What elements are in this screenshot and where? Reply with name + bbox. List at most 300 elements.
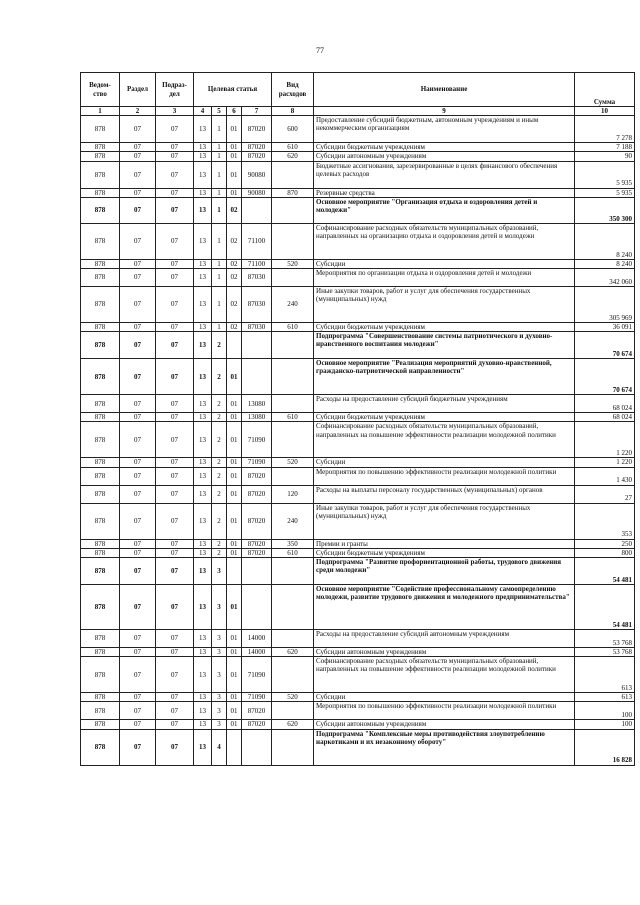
code-direction: 71090 — [242, 458, 272, 467]
code-vedomstvo: 878 — [81, 413, 120, 422]
item-sum: 7 278 — [575, 116, 635, 143]
code-vedomstvo: 878 — [81, 152, 120, 161]
item-sum: 36 091 — [575, 323, 635, 332]
code-event: 01 — [227, 395, 242, 413]
item-sum: 68 024 — [575, 395, 635, 413]
code-subprogram: 1 — [212, 116, 227, 143]
code-podrazdel: 07 — [156, 702, 194, 720]
code-podrazdel: 07 — [156, 223, 194, 259]
code-vedomstvo: 878 — [81, 332, 120, 359]
item-name: Расходы на предоставление субсидий автономным учреждениям — [314, 630, 575, 648]
table-row — [81, 702, 635, 720]
code-vedomstvo: 878 — [81, 188, 120, 197]
code-event: 01 — [227, 548, 242, 557]
code-subprogram: 1 — [212, 269, 227, 287]
code-subprogram: 2 — [212, 413, 227, 422]
code-event: 02 — [227, 323, 242, 332]
code-direction: 87020 — [242, 503, 272, 539]
code-direction — [242, 197, 272, 223]
code-program: 13 — [194, 287, 212, 323]
table-row — [81, 630, 635, 648]
code-vid-rashodov: 520 — [272, 259, 314, 268]
code-event: 01 — [227, 648, 242, 657]
header-podrazdel: Подраз-дел — [156, 73, 194, 107]
table-row — [81, 693, 635, 702]
code-podrazdel: 07 — [156, 116, 194, 143]
item-sum: 1 430 — [575, 467, 635, 485]
code-razdel: 07 — [120, 395, 156, 413]
code-vedomstvo: 878 — [81, 116, 120, 143]
code-razdel: 07 — [120, 223, 156, 259]
table-row — [81, 116, 635, 143]
code-subprogram: 2 — [212, 485, 227, 503]
code-subprogram: 3 — [212, 693, 227, 702]
code-podrazdel: 07 — [156, 729, 194, 765]
item-name: Подпрограмма "Комплексные меры противодействия злоупотреблению наркотиками и их незаконному обороту" — [314, 729, 575, 765]
code-subprogram: 1 — [212, 143, 227, 152]
code-razdel: 07 — [120, 197, 156, 223]
column-index: 9 — [314, 107, 575, 116]
table-row — [81, 585, 635, 630]
code-podrazdel: 07 — [156, 648, 194, 657]
code-vid-rashodov — [272, 585, 314, 630]
code-event — [227, 332, 242, 359]
code-podrazdel: 07 — [156, 152, 194, 161]
code-event: 01 — [227, 359, 242, 395]
column-index-row — [81, 107, 635, 116]
code-vedomstvo: 878 — [81, 467, 120, 485]
code-subprogram: 3 — [212, 657, 227, 693]
code-vid-rashodov: 610 — [272, 323, 314, 332]
item-name: Иные закупки товаров, работ и услуг для обеспечения государственных (муниципальных) нужд — [314, 503, 575, 539]
code-podrazdel: 07 — [156, 413, 194, 422]
code-vedomstvo: 878 — [81, 422, 120, 458]
header-summa: Сумма — [575, 73, 635, 107]
code-direction: 87020 — [242, 116, 272, 143]
item-sum: 353 — [575, 503, 635, 539]
code-podrazdel: 07 — [156, 422, 194, 458]
item-name: Субсидии — [314, 693, 575, 702]
code-program: 13 — [194, 702, 212, 720]
code-direction: 71090 — [242, 422, 272, 458]
code-podrazdel: 07 — [156, 558, 194, 585]
code-razdel: 07 — [120, 359, 156, 395]
table-body — [81, 116, 635, 765]
item-sum: 250 — [575, 539, 635, 548]
item-sum: 613 — [575, 657, 635, 693]
item-sum: 70 674 — [575, 359, 635, 395]
code-razdel: 07 — [120, 413, 156, 422]
code-razdel: 07 — [120, 720, 156, 729]
table-row — [81, 332, 635, 359]
code-subprogram: 1 — [212, 323, 227, 332]
code-vid-rashodov — [272, 422, 314, 458]
code-vid-rashodov: 620 — [272, 720, 314, 729]
code-podrazdel: 07 — [156, 693, 194, 702]
item-sum: 70 674 — [575, 332, 635, 359]
code-vid-rashodov — [272, 395, 314, 413]
code-vid-rashodov: 120 — [272, 485, 314, 503]
code-razdel: 07 — [120, 648, 156, 657]
code-program: 13 — [194, 467, 212, 485]
item-name: Субсидии бюджетным учреждениям — [314, 548, 575, 557]
code-vedomstvo: 878 — [81, 269, 120, 287]
code-subprogram: 1 — [212, 161, 227, 188]
code-razdel: 07 — [120, 116, 156, 143]
code-razdel: 07 — [120, 729, 156, 765]
table-row — [81, 720, 635, 729]
table-row — [81, 467, 635, 485]
code-subprogram: 1 — [212, 223, 227, 259]
code-direction: 14000 — [242, 630, 272, 648]
item-name: Подпрограмма "Развитие профориентационной работы, трудового движения среди молодежи" — [314, 558, 575, 585]
code-program: 13 — [194, 422, 212, 458]
table-row — [81, 359, 635, 395]
code-podrazdel: 07 — [156, 503, 194, 539]
item-sum: 53 768 — [575, 630, 635, 648]
code-podrazdel: 07 — [156, 287, 194, 323]
code-direction: 71100 — [242, 259, 272, 268]
column-index: 6 — [227, 107, 242, 116]
code-program: 13 — [194, 259, 212, 268]
code-event: 01 — [227, 152, 242, 161]
code-subprogram: 2 — [212, 422, 227, 458]
code-vedomstvo: 878 — [81, 359, 120, 395]
table-row — [81, 287, 635, 323]
code-program: 13 — [194, 693, 212, 702]
code-razdel: 07 — [120, 188, 156, 197]
item-sum: 305 969 — [575, 287, 635, 323]
code-razdel: 07 — [120, 558, 156, 585]
item-name: Основное мероприятие "Реализация мероприятий духовно-нравственной, гражданско-патриотической направленности" — [314, 359, 575, 395]
code-razdel: 07 — [120, 503, 156, 539]
code-direction: 71090 — [242, 693, 272, 702]
item-name: Субсидии бюджетным учреждениям — [314, 323, 575, 332]
code-podrazdel: 07 — [156, 188, 194, 197]
code-podrazdel: 07 — [156, 585, 194, 630]
item-name: Основное мероприятие "Содействие профессиональному самоопределению молодежи, развитие трудового движения и молодежного предпринимательства" — [314, 585, 575, 630]
code-program: 13 — [194, 729, 212, 765]
item-name: Субсидии бюджетным учреждениям — [314, 143, 575, 152]
code-podrazdel: 07 — [156, 485, 194, 503]
table-row — [81, 188, 635, 197]
code-event: 01 — [227, 702, 242, 720]
code-vid-rashodov — [272, 729, 314, 765]
code-razdel: 07 — [120, 287, 156, 323]
item-name: Премии и гранты — [314, 539, 575, 548]
code-program: 13 — [194, 558, 212, 585]
code-razdel: 07 — [120, 323, 156, 332]
code-vid-rashodov: 350 — [272, 539, 314, 548]
item-name: Мероприятия по организации отдыха и оздоровления детей и молодежи — [314, 269, 575, 287]
code-program: 13 — [194, 503, 212, 539]
column-index: 2 — [120, 107, 156, 116]
item-sum: 342 060 — [575, 269, 635, 287]
code-direction — [242, 359, 272, 395]
code-vedomstvo: 878 — [81, 197, 120, 223]
code-podrazdel: 07 — [156, 548, 194, 557]
code-podrazdel: 07 — [156, 143, 194, 152]
item-name: Субсидии бюджетным учреждениям — [314, 413, 575, 422]
code-vid-rashodov — [272, 630, 314, 648]
item-name: Субсидии автономным учреждениям — [314, 720, 575, 729]
code-subprogram: 1 — [212, 188, 227, 197]
code-vid-rashodov: 520 — [272, 458, 314, 467]
code-podrazdel: 07 — [156, 630, 194, 648]
header-naimenovanie: Наименование — [314, 73, 575, 107]
code-razdel: 07 — [120, 657, 156, 693]
code-program: 13 — [194, 143, 212, 152]
code-event: 02 — [227, 223, 242, 259]
code-vedomstvo: 878 — [81, 395, 120, 413]
code-vid-rashodov — [272, 657, 314, 693]
code-direction: 14000 — [242, 648, 272, 657]
code-razdel: 07 — [120, 485, 156, 503]
code-program: 13 — [194, 269, 212, 287]
column-index: 5 — [212, 107, 227, 116]
code-vedomstvo: 878 — [81, 657, 120, 693]
code-direction: 87020 — [242, 485, 272, 503]
table-header-row — [81, 73, 635, 107]
item-sum: 16 828 — [575, 729, 635, 765]
code-program: 13 — [194, 359, 212, 395]
code-vid-rashodov: 620 — [272, 648, 314, 657]
code-direction: 87030 — [242, 287, 272, 323]
code-program: 13 — [194, 657, 212, 693]
table-row — [81, 197, 635, 223]
code-program: 13 — [194, 539, 212, 548]
item-sum: 68 024 — [575, 413, 635, 422]
code-program: 13 — [194, 413, 212, 422]
code-razdel: 07 — [120, 269, 156, 287]
item-sum: 53 768 — [575, 648, 635, 657]
item-sum: 27 — [575, 485, 635, 503]
table-row — [81, 223, 635, 259]
code-event: 01 — [227, 485, 242, 503]
table-row — [81, 323, 635, 332]
table-row — [81, 395, 635, 413]
header-celevaya-statya: Целевая статья — [194, 73, 272, 107]
code-vedomstvo: 878 — [81, 648, 120, 657]
code-subprogram: 2 — [212, 332, 227, 359]
code-direction: 13080 — [242, 395, 272, 413]
code-vedomstvo: 878 — [81, 323, 120, 332]
item-sum: 350 300 — [575, 197, 635, 223]
code-podrazdel: 07 — [156, 458, 194, 467]
code-vid-rashodov — [272, 558, 314, 585]
code-vedomstvo: 878 — [81, 630, 120, 648]
code-direction: 87020 — [242, 539, 272, 548]
code-razdel: 07 — [120, 152, 156, 161]
code-razdel: 07 — [120, 332, 156, 359]
code-subprogram: 3 — [212, 558, 227, 585]
column-index: 8 — [272, 107, 314, 116]
code-vedomstvo: 878 — [81, 287, 120, 323]
code-direction: 90080 — [242, 188, 272, 197]
code-vid-rashodov — [272, 161, 314, 188]
column-index: 10 — [575, 107, 635, 116]
code-vedomstvo: 878 — [81, 548, 120, 557]
code-subprogram: 1 — [212, 259, 227, 268]
code-vid-rashodov — [272, 702, 314, 720]
code-vid-rashodov — [272, 223, 314, 259]
code-event: 02 — [227, 287, 242, 323]
column-index: 3 — [156, 107, 194, 116]
code-program: 13 — [194, 720, 212, 729]
table-row — [81, 259, 635, 268]
header-vid-rashodov: Вид расходов — [272, 73, 314, 107]
table-row — [81, 539, 635, 548]
code-podrazdel: 07 — [156, 359, 194, 395]
code-podrazdel: 07 — [156, 161, 194, 188]
code-direction: 87020 — [242, 548, 272, 557]
code-event: 01 — [227, 116, 242, 143]
item-name: Софинансирование расходных обязательств муниципальных образований, направленных на организацию отдыха и оздоровления детей и молодежи — [314, 223, 575, 259]
code-direction: 87030 — [242, 269, 272, 287]
table-row — [81, 269, 635, 287]
code-direction: 87020 — [242, 152, 272, 161]
code-program: 13 — [194, 395, 212, 413]
code-program: 13 — [194, 323, 212, 332]
item-name: Предоставление субсидий бюджетным, автономным учреждениям и иным некоммерческим организациям — [314, 116, 575, 143]
code-razdel: 07 — [120, 458, 156, 467]
item-name: Субсидии автономным учреждениям — [314, 648, 575, 657]
code-event: 01 — [227, 630, 242, 648]
code-program: 13 — [194, 458, 212, 467]
item-sum: 613 — [575, 693, 635, 702]
code-subprogram: 3 — [212, 648, 227, 657]
item-name: Мероприятия по повышению эффективности реализации молодежной политики — [314, 467, 575, 485]
item-name: Субсидии — [314, 259, 575, 268]
code-razdel: 07 — [120, 702, 156, 720]
header-vedomstvo: Ведом-ство — [81, 73, 120, 107]
code-vedomstvo: 878 — [81, 485, 120, 503]
code-event: 01 — [227, 467, 242, 485]
table-row — [81, 485, 635, 503]
table-row — [81, 503, 635, 539]
code-direction: 87030 — [242, 323, 272, 332]
table-row — [81, 548, 635, 557]
code-vedomstvo: 878 — [81, 259, 120, 268]
code-vid-rashodov: 620 — [272, 152, 314, 161]
code-razdel: 07 — [120, 422, 156, 458]
item-sum: 800 — [575, 548, 635, 557]
table-row — [81, 152, 635, 161]
code-event: 01 — [227, 657, 242, 693]
item-name: Бюджетные ассигнования, зарезервированные в целях финансового обеспечения целевых расходов — [314, 161, 575, 188]
item-sum: 100 — [575, 702, 635, 720]
code-direction: 87020 — [242, 467, 272, 485]
budget-table — [80, 72, 635, 766]
code-event: 02 — [227, 259, 242, 268]
code-subprogram: 3 — [212, 585, 227, 630]
item-name: Основное мероприятие "Организация отдыха и оздоровления детей и молодежи" — [314, 197, 575, 223]
column-index: 1 — [81, 107, 120, 116]
code-vedomstvo: 878 — [81, 720, 120, 729]
code-subprogram: 1 — [212, 287, 227, 323]
code-subprogram: 3 — [212, 702, 227, 720]
item-name: Мероприятия по повышению эффективности реализации молодежной политики — [314, 702, 575, 720]
code-vid-rashodov: 600 — [272, 116, 314, 143]
item-name: Софинансирование расходных обязательств муниципальных образований, направленных на повышение эффективности реализации молодежной политики — [314, 657, 575, 693]
table-row — [81, 161, 635, 188]
code-program: 13 — [194, 116, 212, 143]
code-vedomstvo: 878 — [81, 693, 120, 702]
code-razdel: 07 — [120, 548, 156, 557]
code-event — [227, 729, 242, 765]
code-vedomstvo: 878 — [81, 702, 120, 720]
table-row — [81, 657, 635, 693]
code-subprogram: 2 — [212, 395, 227, 413]
code-vedomstvo: 878 — [81, 458, 120, 467]
item-sum: 8 240 — [575, 259, 635, 268]
code-program: 13 — [194, 161, 212, 188]
code-event: 01 — [227, 693, 242, 702]
code-subprogram: 2 — [212, 359, 227, 395]
code-event: 02 — [227, 197, 242, 223]
code-podrazdel: 07 — [156, 539, 194, 548]
code-vedomstvo: 878 — [81, 585, 120, 630]
code-subprogram: 2 — [212, 548, 227, 557]
code-podrazdel: 07 — [156, 720, 194, 729]
page-number: 77 — [316, 46, 324, 55]
code-razdel: 07 — [120, 161, 156, 188]
code-podrazdel: 07 — [156, 332, 194, 359]
code-program: 13 — [194, 630, 212, 648]
column-index: 4 — [194, 107, 212, 116]
item-sum: 100 — [575, 720, 635, 729]
code-event — [227, 558, 242, 585]
code-direction — [242, 558, 272, 585]
item-sum: 54 481 — [575, 558, 635, 585]
code-direction — [242, 585, 272, 630]
table-row — [81, 648, 635, 657]
code-vedomstvo: 878 — [81, 539, 120, 548]
code-vedomstvo: 878 — [81, 143, 120, 152]
code-vedomstvo: 878 — [81, 503, 120, 539]
code-vedomstvo: 878 — [81, 223, 120, 259]
code-event: 01 — [227, 720, 242, 729]
code-razdel: 07 — [120, 467, 156, 485]
item-name: Иные закупки товаров, работ и услуг для обеспечения государственных (муниципальных) нужд — [314, 287, 575, 323]
table-row — [81, 422, 635, 458]
code-event: 01 — [227, 422, 242, 458]
code-podrazdel: 07 — [156, 197, 194, 223]
code-vedomstvo: 878 — [81, 729, 120, 765]
item-sum: 8 240 — [575, 223, 635, 259]
code-event: 02 — [227, 269, 242, 287]
code-vedomstvo: 878 — [81, 558, 120, 585]
item-name: Расходы на выплаты персоналу государственных (муниципальных) органов — [314, 485, 575, 503]
code-podrazdel: 07 — [156, 323, 194, 332]
code-vid-rashodov: 240 — [272, 287, 314, 323]
code-razdel: 07 — [120, 259, 156, 268]
code-vid-rashodov: 520 — [272, 693, 314, 702]
code-vid-rashodov — [272, 197, 314, 223]
item-sum: 1 220 — [575, 458, 635, 467]
code-razdel: 07 — [120, 585, 156, 630]
code-direction — [242, 332, 272, 359]
code-razdel: 07 — [120, 143, 156, 152]
code-podrazdel: 07 — [156, 657, 194, 693]
code-event: 01 — [227, 585, 242, 630]
header-razdel: Раздел — [120, 73, 156, 107]
code-program: 13 — [194, 485, 212, 503]
code-program: 13 — [194, 197, 212, 223]
code-direction: 87020 — [242, 702, 272, 720]
column-index: 7 — [242, 107, 272, 116]
code-vid-rashodov: 610 — [272, 413, 314, 422]
